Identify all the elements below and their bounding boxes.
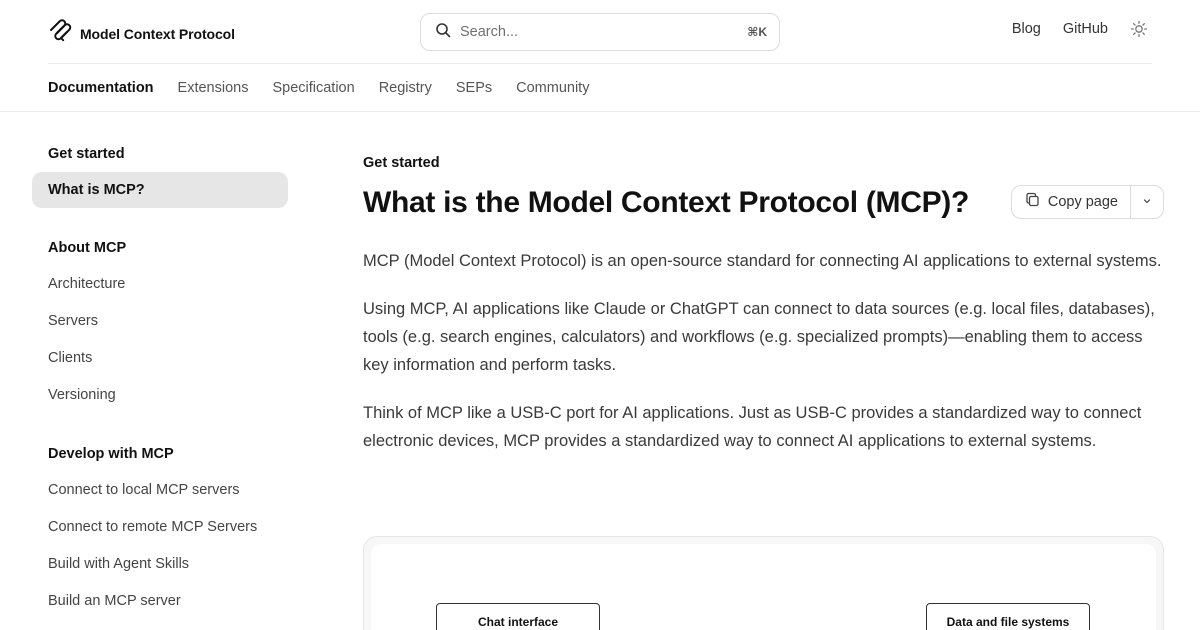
header-links bbox=[1012, 20, 1148, 38]
copy-page-label: Copy page bbox=[1047, 194, 1118, 210]
sidebar-group-develop-with-mcp bbox=[32, 440, 288, 620]
search-placeholder: Search... bbox=[460, 24, 519, 40]
sidebar-heading: Get started bbox=[48, 146, 125, 162]
diagram-node-chat-interface: Chat interface bbox=[436, 603, 600, 630]
github-link[interactable]: GitHub bbox=[1062, 21, 1108, 37]
theme-toggle-button[interactable] bbox=[1130, 20, 1148, 38]
sidebar-item-build-server[interactable]: Build an MCP server bbox=[48, 593, 181, 609]
sidebar-item-architecture[interactable]: Architecture bbox=[48, 276, 126, 292]
copy-page-button[interactable] bbox=[1012, 186, 1131, 218]
body-paragraph: Using MCP, AI applications like Claude or ChatGPT can connect to data sources (e.g. local files, databases), tools (e.g. search engines, calculators) and workflows (e.g. specialized prompts)—enabling them to access key information and perform tasks. bbox=[363, 300, 1155, 374]
tab-specification[interactable]: Specification bbox=[272, 80, 355, 96]
sidebar-item-what-is-mcp[interactable]: What is MCP? bbox=[32, 172, 288, 208]
nav-divider bbox=[0, 111, 1200, 112]
sidebar-group-about-mcp bbox=[32, 234, 288, 414]
mcp-logo-icon bbox=[48, 18, 74, 49]
sidebar-item-clients[interactable]: Clients bbox=[48, 350, 93, 366]
copy-options-dropdown[interactable] bbox=[1131, 186, 1163, 218]
sidebar-heading: About MCP bbox=[48, 240, 127, 256]
sidebar-group-get-started bbox=[32, 140, 288, 208]
architecture-diagram bbox=[363, 536, 1164, 630]
blog-link[interactable]: Blog bbox=[1011, 21, 1041, 37]
search-icon bbox=[435, 22, 460, 43]
chevron-down-icon bbox=[1142, 193, 1152, 211]
sidebar-item-connect-local[interactable]: Connect to local MCP servers bbox=[48, 482, 240, 498]
top-header bbox=[0, 0, 1200, 64]
brand-logo-link[interactable] bbox=[48, 18, 235, 49]
tab-extensions[interactable]: Extensions bbox=[177, 80, 249, 96]
sidebar bbox=[32, 140, 288, 630]
intro-paragraph: MCP (Model Context Protocol) is an open-source standard for connecting AI applications to external systems. bbox=[363, 252, 1162, 270]
search-input[interactable] bbox=[420, 13, 780, 51]
search-shortcut: ⌘K bbox=[747, 25, 767, 39]
copy-page-control bbox=[1011, 185, 1164, 219]
tab-registry[interactable]: Registry bbox=[378, 80, 432, 96]
tab-documentation[interactable]: Documentation bbox=[48, 64, 154, 112]
tab-seps[interactable]: SEPs bbox=[455, 80, 493, 96]
tab-community[interactable]: Community bbox=[516, 80, 590, 96]
body-paragraph: Think of MCP like a USB-C port for AI applications. Just as USB-C provides a standardized way to connect electronic devices, MCP provides a standardized way to connect AI applications to external systems. bbox=[363, 404, 1142, 450]
main-content bbox=[363, 152, 1164, 455]
page-title: What is the Model Context Protocol (MCP)? bbox=[363, 186, 970, 219]
section-tabs bbox=[48, 64, 589, 112]
sidebar-heading: Develop with MCP bbox=[48, 446, 174, 462]
copy-icon bbox=[1025, 192, 1040, 212]
brand-name: Model Context Protocol bbox=[80, 25, 235, 42]
sidebar-item-servers[interactable]: Servers bbox=[48, 313, 98, 329]
diagram-canvas bbox=[371, 544, 1156, 630]
sidebar-item-agent-skills[interactable]: Build with Agent Skills bbox=[48, 556, 190, 572]
sidebar-item-connect-remote[interactable]: Connect to remote MCP Servers bbox=[48, 519, 258, 535]
diagram-node-data-file-systems: Data and file systems bbox=[926, 603, 1090, 630]
sidebar-item-versioning[interactable]: Versioning bbox=[48, 387, 116, 403]
sun-icon bbox=[1130, 20, 1148, 38]
section-eyebrow: Get started bbox=[363, 155, 440, 171]
